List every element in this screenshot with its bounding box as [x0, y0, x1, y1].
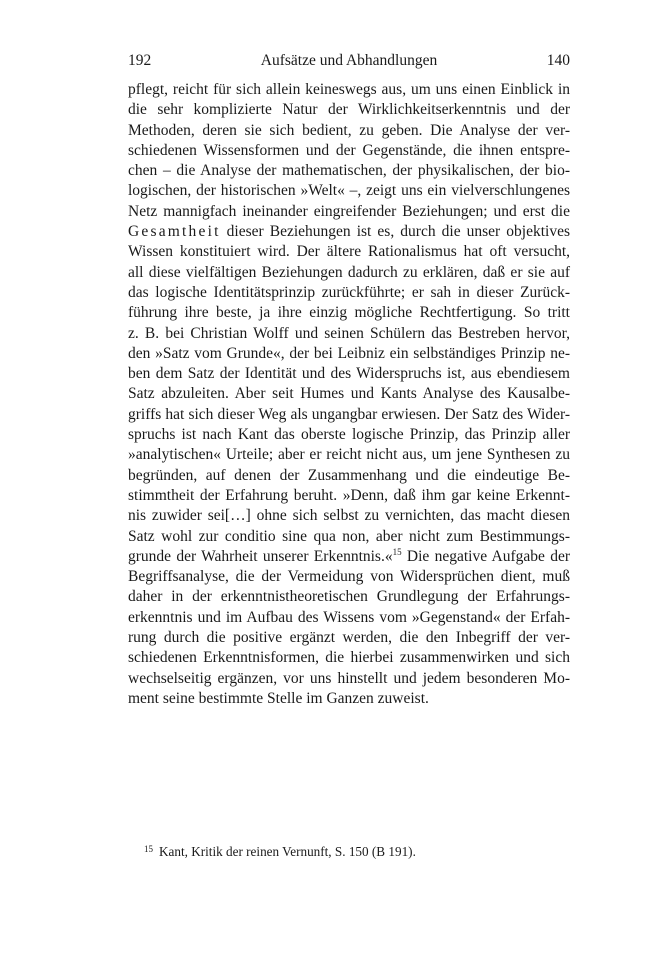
text-line: Wissen konstituiert wird. Der ältere Rationalismus hat oft versucht, — [128, 243, 570, 261]
text-line — [128, 222, 570, 242]
text-line: Satz wohl zur conditio sine qua non, aber nicht zum Bestimmungs- — [128, 527, 570, 545]
text-line: griffs hat sich dieser Weg als ungangbar erwiesen. Der Satz des Wider- — [128, 405, 570, 423]
page-number-left: 192 — [128, 52, 152, 69]
text-line: rung durch die positive ergänzt werden, die den Inbegriff der ver- — [128, 629, 570, 647]
text-line: schiedenen Erkenntnisformen, die hierbei zusammenwirken und sich — [128, 649, 570, 667]
footnote-reference[interactable]: 15 — [392, 546, 402, 557]
text-line: logischen, der historischen »Welt« –, zeigt uns ein vielverschlungenes — [128, 182, 570, 200]
text-segment: grunde der Wahrheit unserer Erkenntnis.« — [128, 547, 393, 565]
text-line: stimmtheit der Erfahrung beruht. »Denn, daß ihm gar keine Erkennt- — [128, 486, 570, 504]
footnote — [144, 841, 574, 860]
text-line: den »Satz vom Grunde«, der bei Leibniz ein selbständiges Prinzip ne- — [128, 344, 570, 362]
page-number-right: 140 — [546, 52, 570, 69]
text-line: »analytischen« Urteile; aber er reicht nicht aus, um jene Synthesen zu — [128, 446, 570, 464]
body-paragraph — [128, 80, 570, 709]
text-line: daher in der erkenntnistheoretischen Grundlegung der Erfahrungs- — [128, 588, 570, 606]
text-line: Methoden, deren sie sich bedient, zu geben. Die Analyse der ver- — [128, 121, 570, 139]
text-line: wechselseitig ergänzen, vor uns hinstellt und jedem besonderen Mo- — [128, 669, 570, 687]
text-line: ben dem Satz der Identität und des Widerspruchs ist, aus ebendiesem — [128, 365, 570, 383]
text-line: die sehr komplizierte Natur der Wirklichkeitserkenntnis und der — [128, 101, 570, 119]
text-line: pflegt, reicht für sich allein keineswegs aus, um uns einen Einblick in — [128, 81, 570, 98]
text-line: nis zuwider sei[…] ohne sich selbst zu vernichten, das macht diesen — [128, 507, 570, 525]
text-line: Satz abzuleiten. Aber seit Humes und Kants Analyse des Kausalbe- — [128, 385, 570, 403]
text-line: erkenntnis und im Aufbau des Wissens vom »Gegenstand« der Erfah- — [128, 608, 570, 626]
text-line: chen – die Analyse der mathematischen, der physikalischen, der bio- — [128, 162, 570, 180]
text-line: schiedenen Wissensformen und der Gegenstände, die ihnen entspre- — [128, 141, 570, 159]
text-segment: Die negative Aufgabe der — [401, 547, 570, 565]
text-line: spruchs ist nach Kant das oberste logische Prinzip, das Prinzip aller — [128, 426, 570, 444]
text-line: ment seine bestimmte Stelle im Ganzen zuweist. — [128, 689, 429, 707]
text-segment: dieser Beziehungen ist es, durch die unser objektives — [220, 223, 570, 241]
text-line: begründen, auf denen der Zusammenhang und die eindeutige Be- — [128, 466, 570, 484]
text-line: führung ihre beste, ja ihre einzig mögliche Rechtfertigung. So tritt — [128, 304, 570, 322]
emphasized-word: Gesamtheit — [128, 223, 221, 241]
text-line: z. B. bei Christian Wolff und seinen Schülern das Bestreben hervor, — [128, 324, 570, 342]
footnote-text: Kant, Kritik der reinen Vernunft, S. 150 (B 191). — [159, 844, 416, 859]
footnote-mark: 15 — [144, 844, 153, 854]
text-line: all diese vielfältigen Beziehungen dadurch zu erklären, daß er sie auf — [128, 263, 570, 281]
text-line: das logische Identitätsprinzip zurückführte; er sah in dieser Zurück- — [128, 283, 570, 301]
text-line: Begriffsanalyse, die der Vermeidung von Widersprüchen dient, muß — [128, 568, 570, 586]
running-title: Aufsätze und Abhandlungen — [260, 52, 438, 69]
text-line — [128, 547, 570, 567]
text-line: Netz mannigfach ineinander eingreifender Beziehungen; und erst die — [128, 202, 570, 220]
